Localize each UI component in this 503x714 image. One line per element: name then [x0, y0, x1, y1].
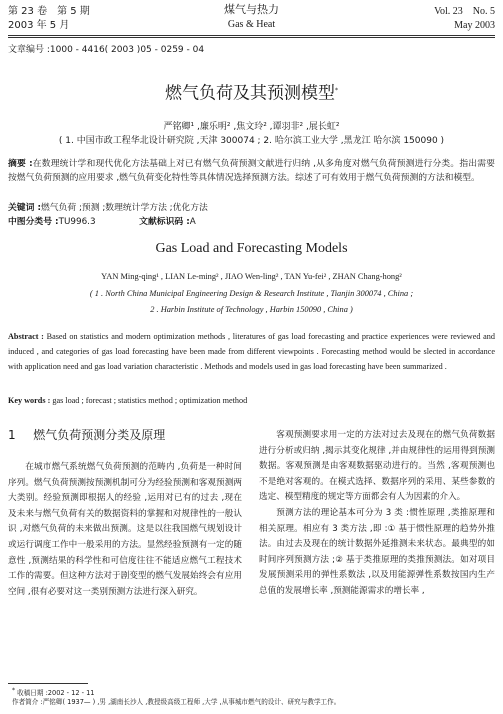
title-cn [0, 80, 503, 105]
authors-en: YAN Ming-qing¹ , LIAN Le-ming² , JIAO Wen-ling² , TAN Yu-fei² , ZHAN Chang-hong² [101, 272, 402, 281]
header-volume: 第 23 卷 第 5 期 [8, 6, 90, 17]
header-volume-en: Vol. 23 No. 5 [434, 6, 495, 17]
abstract-en [8, 329, 495, 374]
footnote [12, 686, 492, 707]
footnote-mark: * [12, 687, 15, 694]
affiliation-cn: ( 1. 中国市政工程华北设计研究院 ,天津 300074 ; 2. 哈尔滨工业大学 ,黑龙江 哈尔滨 150090 ) [58, 136, 445, 146]
keywords-cn-label: 关键词 : [8, 203, 41, 213]
title-cn-text: 燃气负荷及其预测模型 [165, 83, 335, 104]
footnote-received [12, 686, 492, 698]
left-column-body [8, 460, 242, 600]
abstract-en-label: Abstract : [8, 332, 44, 341]
affiliation-en-2: 2 . Harbin Institute of Technology , Harbin 150090 , China ) [150, 305, 353, 314]
right-paragraph-2: 预测方法的理论基本可分为 3 类 :惯性原理 ,类推原理和相关原理。相应有 3 类方法 ,即 :① 基于惯性原理的趋势外推法。由过去及现在的统计数据外延推测未来状态。最典型的如时间序列预测方法 ;② 基于类推原理的类推预测法。如对项目发展预测采用的弹性系数法 ,以及用能源弹性系数按国内生产总值的发展增长率 ,预测能源需求的增长率 , [259, 507, 495, 596]
footnote-received-text: 收稿日期 :2002 - 12 - 11 [17, 689, 95, 698]
abstract-cn-label: 摘要 : [8, 159, 33, 169]
keywords-en [8, 393, 495, 408]
doc-code-label: 文献标识码 : [139, 217, 190, 227]
clc-value: TU996.3 [58, 217, 96, 227]
footnote-author-bio: 作者简介 :严铭卿( 1937— ) ,男 ,湖南长沙人 ,教授级高级工程师 ,大学 ,从事城市燃气的设计、研究与教学工作。 [12, 698, 341, 707]
affiliation-en-1: ( 1 . North China Municipal Engineering Design & Research Institute , Tianjin 300074 , China ; [89, 289, 414, 298]
keywords-en-label: Key words : [8, 396, 51, 405]
abstract-cn [8, 157, 495, 186]
section-1-title: 燃气负荷预测分类及原理 [33, 428, 166, 442]
title-en: Gas Load and Forecasting Models [155, 241, 348, 256]
section-1-number: 1 [8, 428, 16, 442]
header-rule [8, 35, 495, 36]
article-number: 文章编号 :1000 - 4416( 2003 )05 - 0259 - 04 [8, 45, 205, 55]
header-journal-cn: 煤气与热力 [224, 3, 279, 16]
keywords-cn-text: 燃气负荷 ;预测 ;数理统计学方法 ;优化方法 [40, 203, 208, 213]
clc-label: 中图分类号 : [8, 217, 59, 227]
header-date-en: May 2003 [454, 20, 495, 31]
doc-code-value: A [189, 217, 196, 227]
section-1-heading [8, 427, 238, 443]
abstract-en-text: Based on statistics and modern optimization methods , literatures of gas load forecasting and practice experiences were reviewed and induced , and categories of gas load forecasting have been made from different viewpoints . Forecasting method would be slected in accordance with application need and gas load variation characteristic . Methods and models used in gas load forecasting have been summarized . [8, 332, 495, 371]
right-paragraph-1: 客观预测要求用一定的方法对过去及现在的燃气负荷数据进行分析或归纳 ,揭示其变化规律 ,并由规律性的运用得到预测数据。客观预测是由客观数据驱动进行的。当然 ,客观预测也不是绝对客观的。在模式选择、数据序列的采用、某些参数的选定、模型精度的规定等方面都会有人为因素的介入。 [259, 430, 495, 503]
classification-line [8, 215, 495, 229]
header-journal-en: Gas & Heat [227, 19, 276, 30]
authors-cn: 严铭卿¹ ,廉乐明² ,焦文玲² ,谭羽非² ,展长虹² [163, 122, 340, 132]
right-column-body [259, 428, 495, 600]
title-footnote-mark: * [335, 87, 338, 94]
keywords-cn [8, 201, 495, 215]
left-paragraph-1: 在城市燃气系统燃气负荷预测的范畴内 ,负荷是一种时间序列。燃气负荷预测按预测机制可分为经验预测和客观预测两大类别。经验预测即根据人的经验 ,运用对已有的过去 ,现在及未来与燃气负荷有关的数据资料的掌握和对规律性的一般认识 ,对燃气负荷的未来做出预测。这是以往我国燃气规划设计或运行调度工作中一般采用的方法。显然经验预测有一定的随意性 ,预测结果的科学性和可信度往往不能适应燃气工程技术工作的需要。但这种方法对于剧变型的燃气发展始终会有应用空间 ,很有必要对这一类别预测方法进行深入研究。 [8, 462, 242, 597]
keywords-en-text: gas load ; forecast ; statistics method ; optimization method [52, 396, 248, 405]
abstract-cn-text: 在数理统计学和现代优化方法基础上对已有燃气负荷预测文献进行归纳 ,从多角度对燃气负荷预测进行分类。指出需要按燃气负荷预测的应用要求 ,燃气负荷变化特性等具体情况选择预测方法。综述了可有效用于燃气负荷预测的方法和模型。 [8, 159, 495, 184]
footnote-rule [8, 683, 88, 684]
header-rule-2 [8, 37, 495, 38]
header-date-cn: 2003 年 5 月 [8, 20, 70, 31]
